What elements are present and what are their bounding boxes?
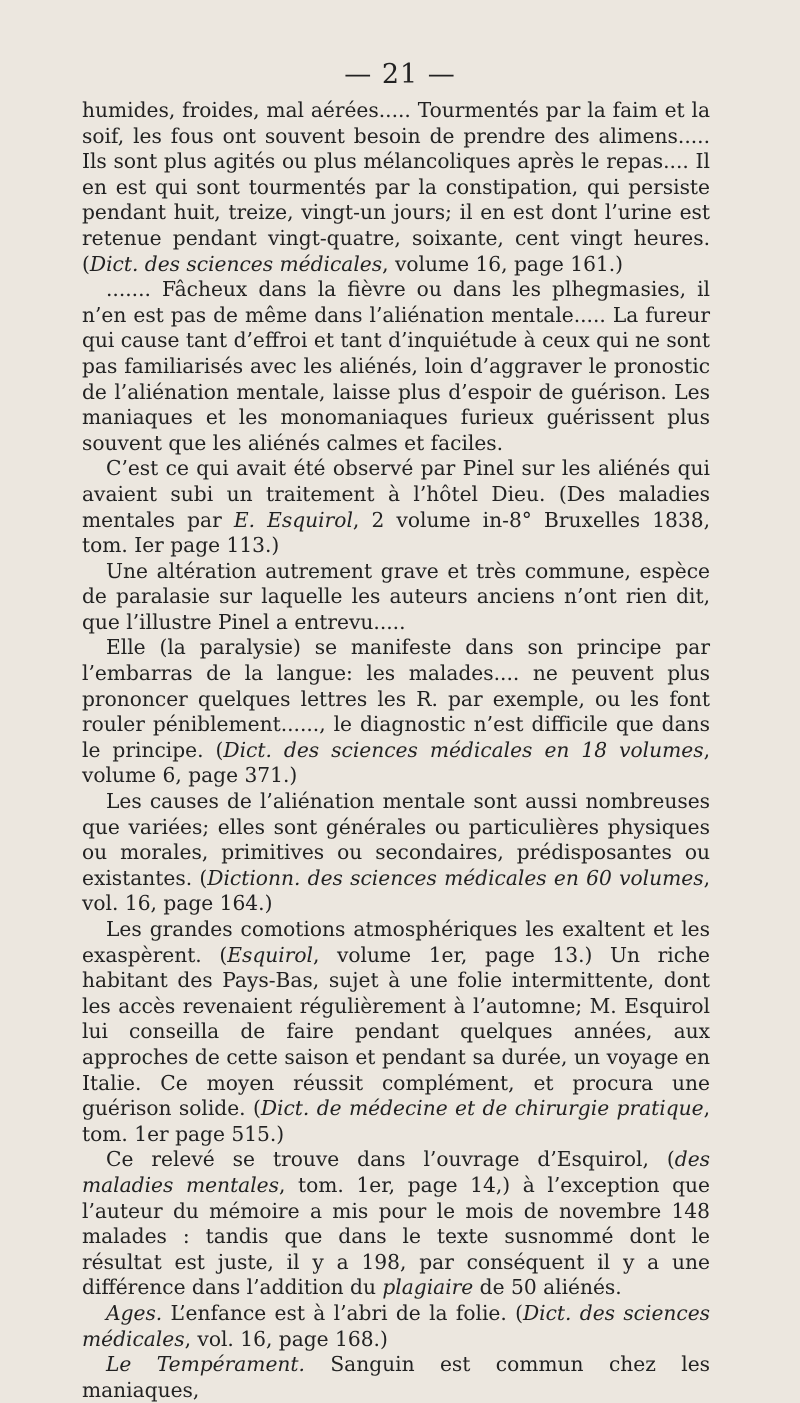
italic-citation: Dict. de médecine et de chirurgie pratique xyxy=(260,1096,704,1121)
text-run: , vol. 16, page 164.) xyxy=(82,865,710,916)
text-run: Ce relevé se trouve dans l’ouvrage d’Esquirol, ( xyxy=(106,1147,675,1172)
body-text xyxy=(82,98,710,1403)
italic-citation: des maladies mentales xyxy=(82,1147,710,1197)
italic-citation: Ages. xyxy=(106,1300,163,1325)
text-run: Une altération autrement grave et très commune, espèce de paralasie sur laquelle les auteurs anciens n’ont rien dit, que l’illustre Pinel a entrevu..... xyxy=(82,558,710,634)
italic-citation: plagiaire xyxy=(382,1275,474,1300)
paragraph xyxy=(82,1147,710,1301)
text-run: L’enfance est à l’abri de la folie. ( xyxy=(162,1300,523,1325)
italic-citation: Le Tempérament. xyxy=(106,1352,305,1377)
paragraph xyxy=(82,456,710,558)
text-run: , volume 1er, page 13.) Un riche habitant des Pays-Bas, sujet à une folie intermittente, dont les accès revenaient régulièrement à l’automne; M. Esquirol lui conseilla de faire pendant quelques années, aux approches de cette saison et pendant sa durée, un voyage en Italie. Ce moyen réussit complément, et procura une guérison solide. ( xyxy=(82,942,710,1121)
paragraph xyxy=(82,1352,710,1403)
text-run: humides, froides, mal aérées..... Tourmentés par la faim et la soif, les fous ont souvent besoin de prendre des alimens..... Ils sont plus agités ou plus mélancoliques après le repas.... Il en est qui sont tourmentés par la constipation, qui persiste pendant huit, treize, vingt-un jours; il en est dont l’urine est retenue pendant vingt-quatre, soixante, cent vingt heures. ( xyxy=(82,98,710,276)
text-run: , tom. 1er, page 14,) à l’exception que l’auteur du mémoire a mis pour le mois de novembre 148 malades : tandis que dans le texte susnommé dont le résultat est juste, il y a 198, par conséquent il y a une différence dans l’addition du xyxy=(82,1172,711,1300)
italic-citation: Dict. des sciences médicales en 18 volumes xyxy=(223,737,704,762)
page-number: — 21 — xyxy=(344,59,456,90)
paragraph xyxy=(82,789,710,917)
text-run: C’est ce qui avait été observé par Pinel sur les aliénés qui avaient subi un traitement à l’hôtel Dieu. (Des maladies mentales par xyxy=(82,456,710,532)
text-run: ....... Fâcheux dans la fièvre ou dans les plhegmasies, il n’en est pas de même dans l’aliénation mentale..... La fureur qui cause tant d’effroi et tant d’inquiétude à ceux qui ne sont pas familiarisés avec les aliénés, loin d’aggraver le pronostic de l’aliénation mentale, laisse plus d’espoir de guérison. Les maniaques et les monomaniaques furieux guérissent plus souvent que les aliénés calmes et faciles. xyxy=(82,277,710,455)
italic-citation: Dict. des sciences médicales xyxy=(89,251,383,276)
text-run: Les grandes comotions atmosphériques les exaltent et les exaspèrent. ( xyxy=(82,917,710,967)
paragraph xyxy=(82,1301,710,1352)
text-run: , vol. 16, page 168.) xyxy=(184,1326,388,1351)
italic-citation: E. Esquirol xyxy=(233,507,353,532)
italic-citation: Esquirol xyxy=(227,942,313,967)
italic-citation: Dict. des sciences médicales xyxy=(82,1300,711,1351)
text-run: , 2 volume in-8° Bruxelles 1838, tom. Ier page 113.) xyxy=(82,507,710,558)
paragraph xyxy=(82,635,710,789)
text-run: , volume 6, page 371.) xyxy=(82,737,710,788)
paragraph xyxy=(82,277,710,456)
text-run: Les causes de l’aliénation mentale sont aussi nombreuses que variées; elles sont générales ou particulières physiques ou morales, primitives ou secondaires, prédisposantes ou existantes. ( xyxy=(82,789,710,890)
text-run: Sanguin est commun chez les maniaques, xyxy=(82,1352,710,1402)
paragraph xyxy=(82,98,710,277)
text-run: , tom. 1er page 515.) xyxy=(82,1096,710,1146)
paragraph xyxy=(82,917,710,1147)
text-run: Elle (la paralysie) se manifeste dans son principe par l’embarras de la langue: les malades.... ne peuvent plus prononcer quelques lettres les R. par exemple, ou les font rouler péniblement......, le diagnostic n’est difficile que dans le principe. ( xyxy=(82,635,710,762)
text-run: , volume 16, page 161.) xyxy=(382,251,624,276)
text-run: de 50 aliénés. xyxy=(473,1275,622,1300)
paragraph xyxy=(82,559,710,636)
italic-citation: Dictionn. des sciences médicales en 60 volumes xyxy=(207,865,704,890)
